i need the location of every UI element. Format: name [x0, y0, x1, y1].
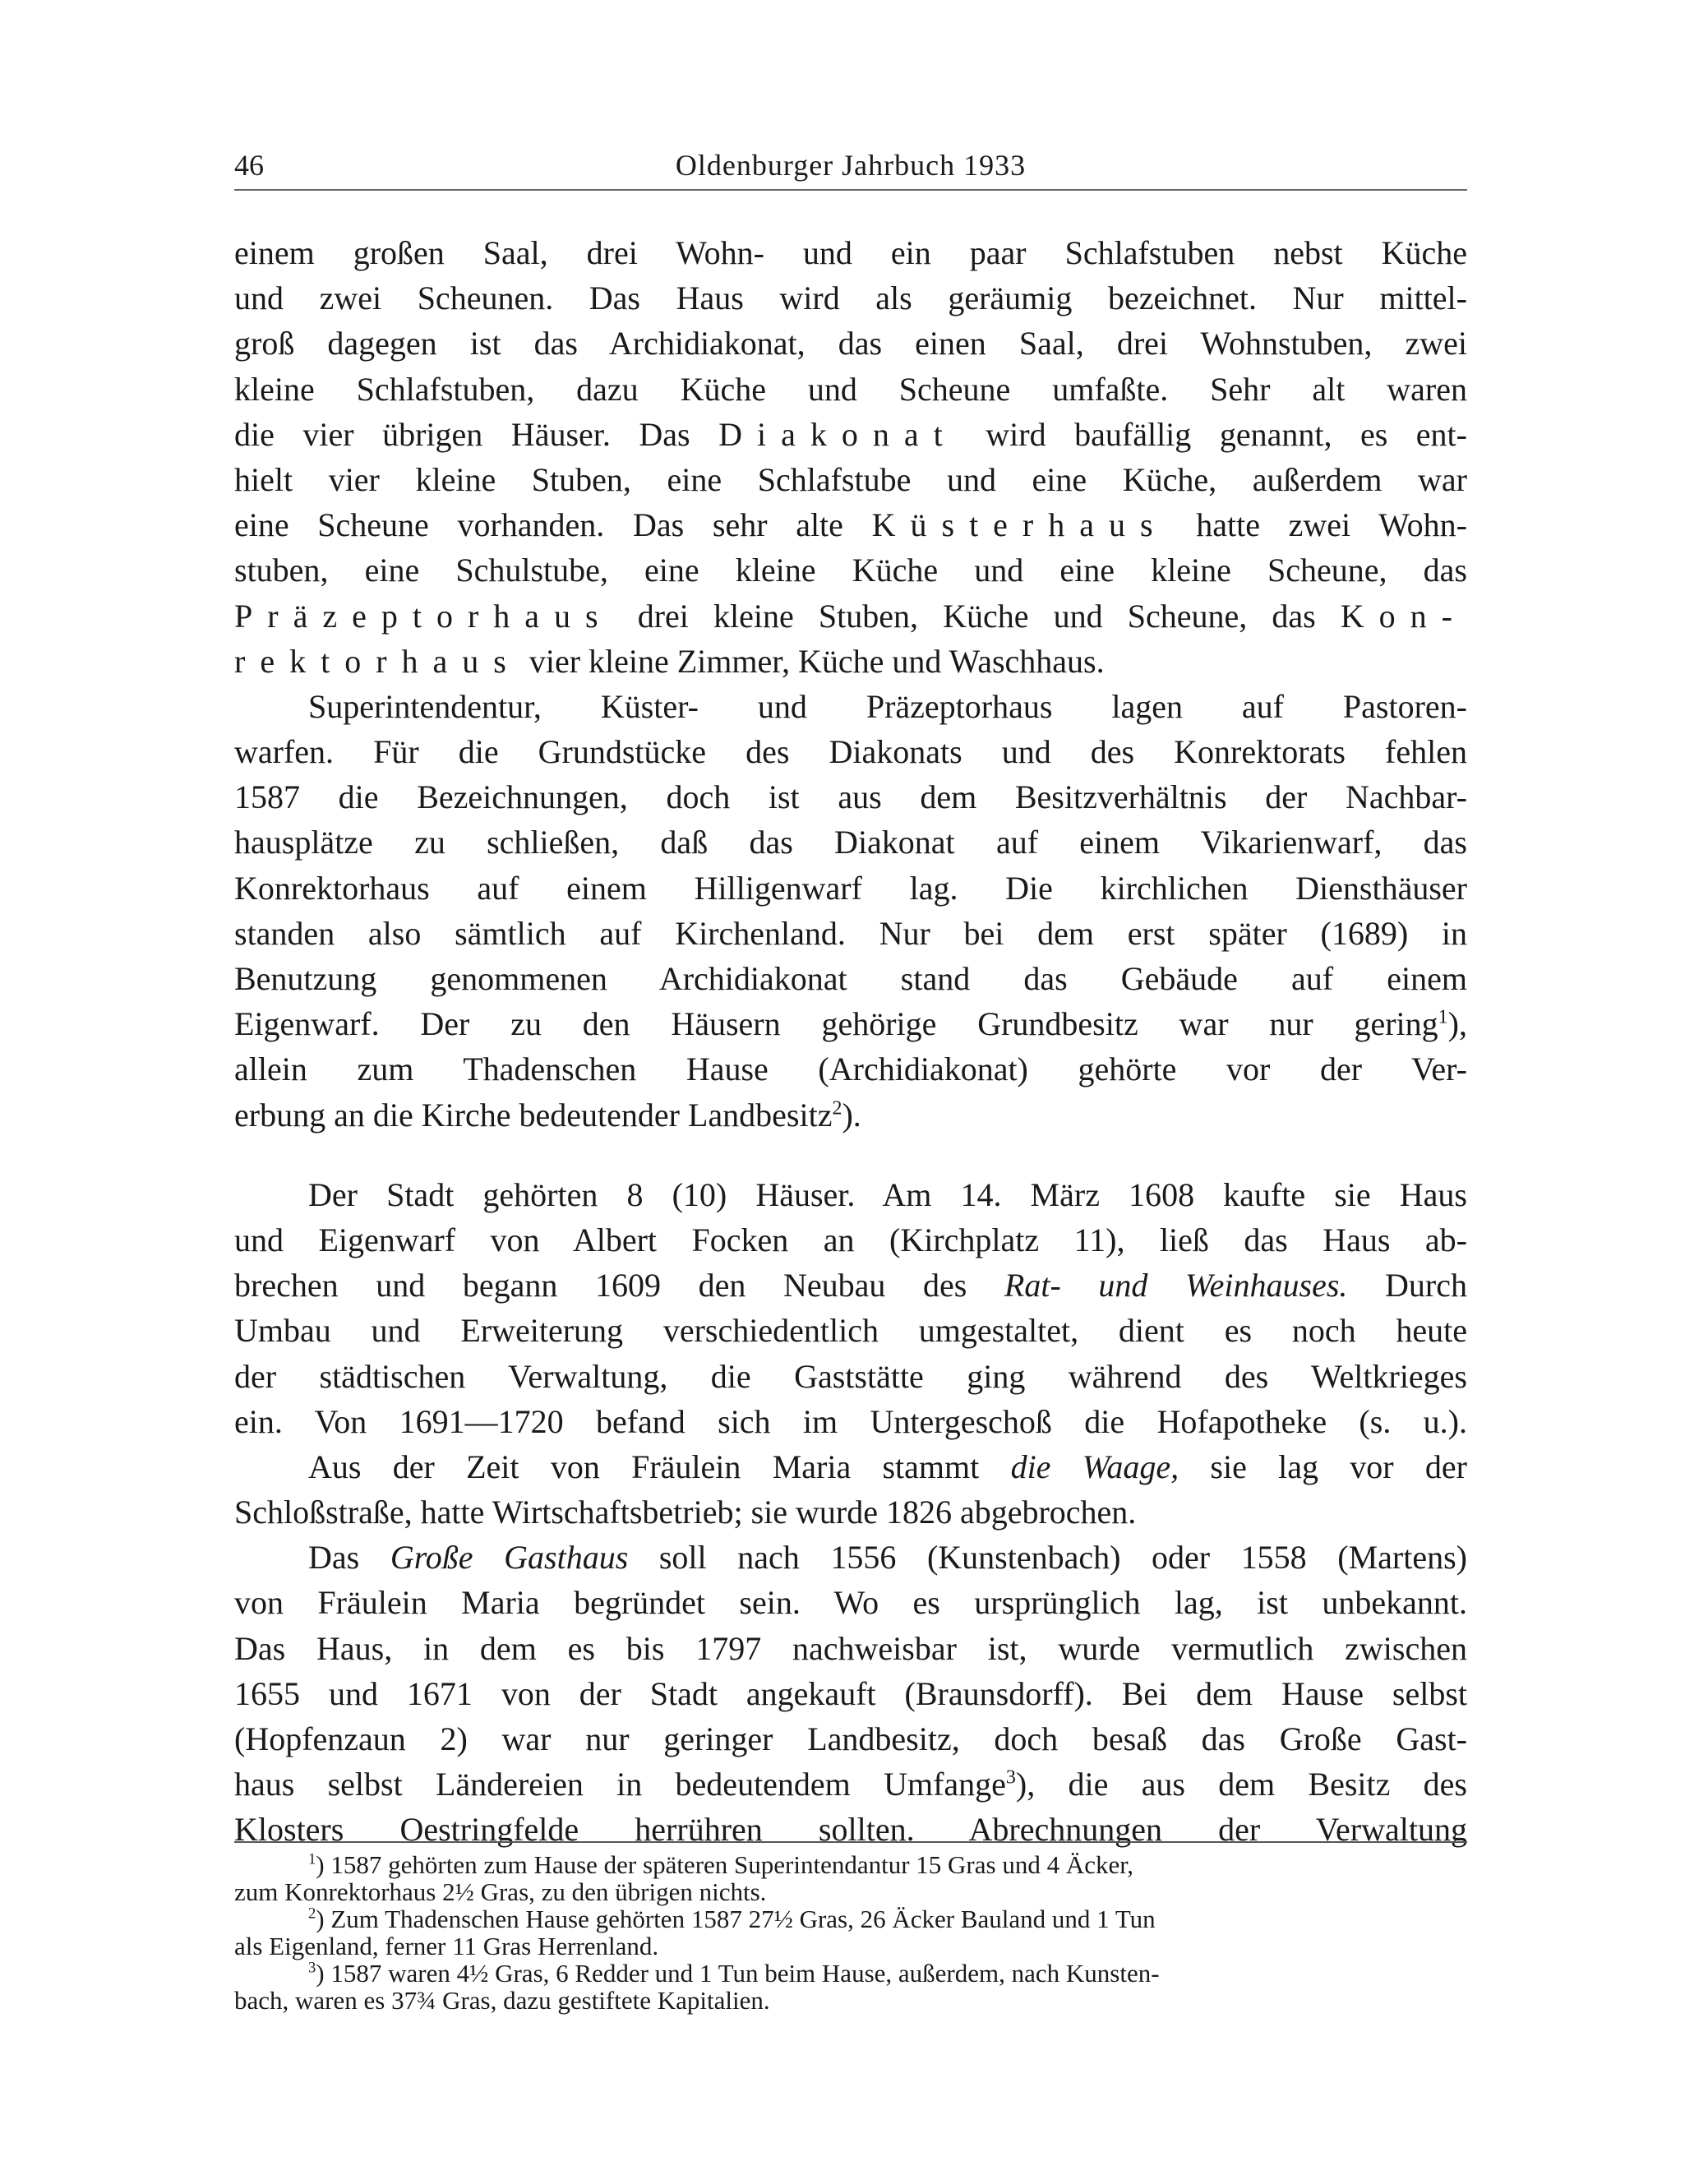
text-line — [234, 412, 1467, 457]
spaced-term: Kon- — [1340, 597, 1467, 635]
text-line — [234, 1001, 1467, 1046]
spaced-term: Präzeptorhaus — [234, 597, 613, 635]
text-run: hatte zwei Wohn- — [1167, 506, 1468, 544]
text-line: von Fräulein Maria begründet sein. Wo es ursprünglich lag, ist unbekannt. — [234, 1584, 1467, 1622]
text-run: erbung an die Kirche bedeutender Landbesitz — [234, 1096, 833, 1134]
text-run: sie lag vor der — [1179, 1448, 1467, 1485]
body-text — [234, 230, 1467, 1853]
spaced-term: rektorhaus — [234, 642, 521, 680]
text-run: Aus der Zeit von Fräulein Maria stammt — [308, 1448, 1011, 1485]
text-line: 1587 die Bezeichnungen, doch ist aus dem Besitzverhältnis der Nachbar- — [234, 778, 1467, 816]
italic-term: Rat- und Weinhauses. — [1004, 1267, 1348, 1304]
footnote-marker: 1 — [308, 1850, 316, 1868]
text-line: Schloßstraße, hatte Wirtschaftsbetrieb; sie wurde 1826 abgebrochen. — [234, 1494, 1137, 1531]
footnote-line: bach, waren es 37¾ Gras, dazu gestiftete Kapitalien. — [234, 1986, 770, 2015]
text-run: haus selbst Ländereien in bedeutendem Umfange — [234, 1766, 1006, 1803]
footnote-3 — [234, 1960, 1467, 2014]
text-run: ) Zum Thadenschen Hause gehörten 1587 27½ Gras, 26 Äcker Bauland und 1 Tun — [316, 1905, 1156, 1933]
running-header — [234, 145, 1467, 186]
text-run: ) 1587 gehörten zum Hause der späteren Superintendantur 15 Gras und 4 Äcker, — [316, 1850, 1134, 1879]
text-run: Das — [308, 1539, 390, 1577]
text-line — [234, 502, 1467, 547]
text-run: brechen und begann 1609 den Neubau des — [234, 1267, 1004, 1304]
footnote-line: als Eigenland, ferner 11 Gras Herrenland. — [234, 1932, 659, 1960]
text-line: groß dagegen ist das Archidiakonat, das einen Saal, drei Wohnstuben, zwei — [234, 325, 1467, 362]
text-run: ), die aus dem Besitz des — [1015, 1766, 1467, 1803]
footnote-ref: 1 — [1438, 1006, 1448, 1028]
section-gap — [234, 1138, 1467, 1172]
paragraph-3 — [234, 1172, 1467, 1444]
text-run: Durch — [1347, 1267, 1467, 1304]
footnote-2 — [234, 1905, 1467, 1960]
running-title: Oldenburger Jahrbuch 1933 — [675, 149, 1027, 182]
footnote-1 — [234, 1851, 1467, 1905]
text-line: warfen. Für die Grundstücke des Diakonats und des Konrektorats fehlen — [234, 733, 1467, 771]
page-number: 46 — [234, 149, 264, 182]
text-line — [234, 1535, 1467, 1580]
text-line — [234, 1092, 1467, 1138]
text-run: vier kleine Zimmer, Küche und Waschhaus. — [520, 642, 1105, 680]
text-run: wird baufällig genannt, es ent- — [957, 415, 1467, 453]
text-line — [234, 1263, 1467, 1308]
footnote-line — [234, 1851, 1467, 1878]
italic-term: Große Gasthaus — [390, 1539, 629, 1577]
text-run: ) 1587 waren 4½ Gras, 6 Redder und 1 Tun beim Hause, außerdem, nach Kunsten- — [316, 1959, 1160, 1988]
footnote-ref: 3 — [1005, 1766, 1016, 1789]
text-line: allein zum Thadenschen Hause (Archidiakonat) gehörte vor der Ver- — [234, 1050, 1467, 1088]
text-line — [234, 1762, 1467, 1807]
text-line: (Hopfenzaun 2) war nur geringer Landbesitz, doch besaß das Große Gast- — [234, 1720, 1467, 1757]
text-line: einem großen Saal, drei Wohn- und ein paar Schlafstuben nebst Küche — [234, 234, 1467, 271]
text-run: Eigenwarf. Der zu den Häusern gehörige Grundbesitz war nur gering — [234, 1005, 1438, 1043]
paragraph-4 — [234, 1444, 1467, 1535]
italic-term: die Waage, — [1010, 1448, 1179, 1485]
paragraph-1 — [234, 230, 1467, 684]
text-line: Benutzung genommenen Archidiakonat stand das Gebäude auf einem — [234, 960, 1467, 997]
text-run: ), — [1447, 1005, 1467, 1043]
text-run: drei kleine Stuben, Küche und Scheune, das — [612, 597, 1341, 635]
text-line: Konrektorhaus auf einem Hilligenwarf lag. Die kirchlichen Diensthäuser — [234, 869, 1467, 907]
paragraph-5 — [234, 1535, 1467, 1852]
footnote-marker: 2 — [308, 1905, 316, 1923]
text-line: Klosters Oestringfelde herrühren sollten. Abrechnungen der Verwaltung — [234, 1811, 1467, 1849]
footnote-ref: 2 — [832, 1097, 842, 1120]
text-run: soll nach 1556 (Kunstenbach) oder 1558 (Martens) — [628, 1539, 1467, 1577]
footnote-marker: 3 — [308, 1959, 316, 1977]
text-line: hielt vier kleine Stuben, eine Schlafstube und eine Küche, außerdem war — [234, 460, 1467, 498]
footnote-rule — [234, 1841, 1467, 1843]
text-run: die vier übrigen Häuser. Das — [234, 415, 719, 453]
footnote-line — [234, 1960, 1467, 1987]
paragraph-2 — [234, 684, 1467, 1138]
text-line: 1655 und 1671 von der Stadt angekauft (Braunsdorff). Bei dem Hause selbst — [234, 1674, 1467, 1712]
spaced-term: Küsterhaus — [871, 506, 1168, 544]
text-line: standen also sämtlich auf Kirchenland. Nur bei dem erst später (1689) in — [234, 914, 1467, 952]
text-line: und Eigenwarf von Albert Focken an (Kirchplatz 11), ließ das Haus ab- — [234, 1221, 1467, 1258]
text-line: stuben, eine Schulstube, eine kleine Küche und eine kleine Scheune, das — [234, 552, 1467, 589]
header-rule — [234, 189, 1467, 191]
text-run: eine Scheune vorhanden. Das sehr alte — [234, 506, 872, 544]
spaced-term: Diakonat — [718, 415, 958, 453]
footnotes — [234, 1851, 1467, 2014]
footnote-line: zum Konrektorhaus 2½ Gras, zu den übrigen nichts. — [234, 1877, 767, 1906]
text-line — [234, 639, 1467, 684]
text-line: hausplätze zu schließen, daß das Diakonat auf einem Vikarienwarf, das — [234, 824, 1467, 861]
text-line: Der Stadt gehörten 8 (10) Häuser. Am 14. März 1608 kaufte sie Haus — [308, 1175, 1467, 1213]
text-line: kleine Schlafstuben, dazu Küche und Scheune umfaßte. Sehr alt waren — [234, 370, 1467, 408]
footnote-line — [234, 1905, 1467, 1932]
text-run: ). — [842, 1096, 861, 1134]
text-line: Superintendentur, Küster- und Präzeptorhaus lagen auf Pastoren- — [308, 687, 1467, 725]
text-line — [234, 1444, 1467, 1489]
text-line: ein. Von 1691—1720 befand sich im Untergeschoß die Hofapotheke (s. u.). — [234, 1402, 1467, 1440]
text-line: Umbau und Erweiterung verschiedentlich umgestaltet, dient es noch heute — [234, 1312, 1467, 1350]
text-line — [234, 593, 1467, 639]
text-line: der städtischen Verwaltung, die Gaststätte ging während des Weltkrieges — [234, 1357, 1467, 1395]
text-line: Das Haus, in dem es bis 1797 nachweisbar ist, wurde vermutlich zwischen — [234, 1629, 1467, 1667]
text-line: und zwei Scheunen. Das Haus wird als geräumig bezeichnet. Nur mittel- — [234, 279, 1467, 317]
